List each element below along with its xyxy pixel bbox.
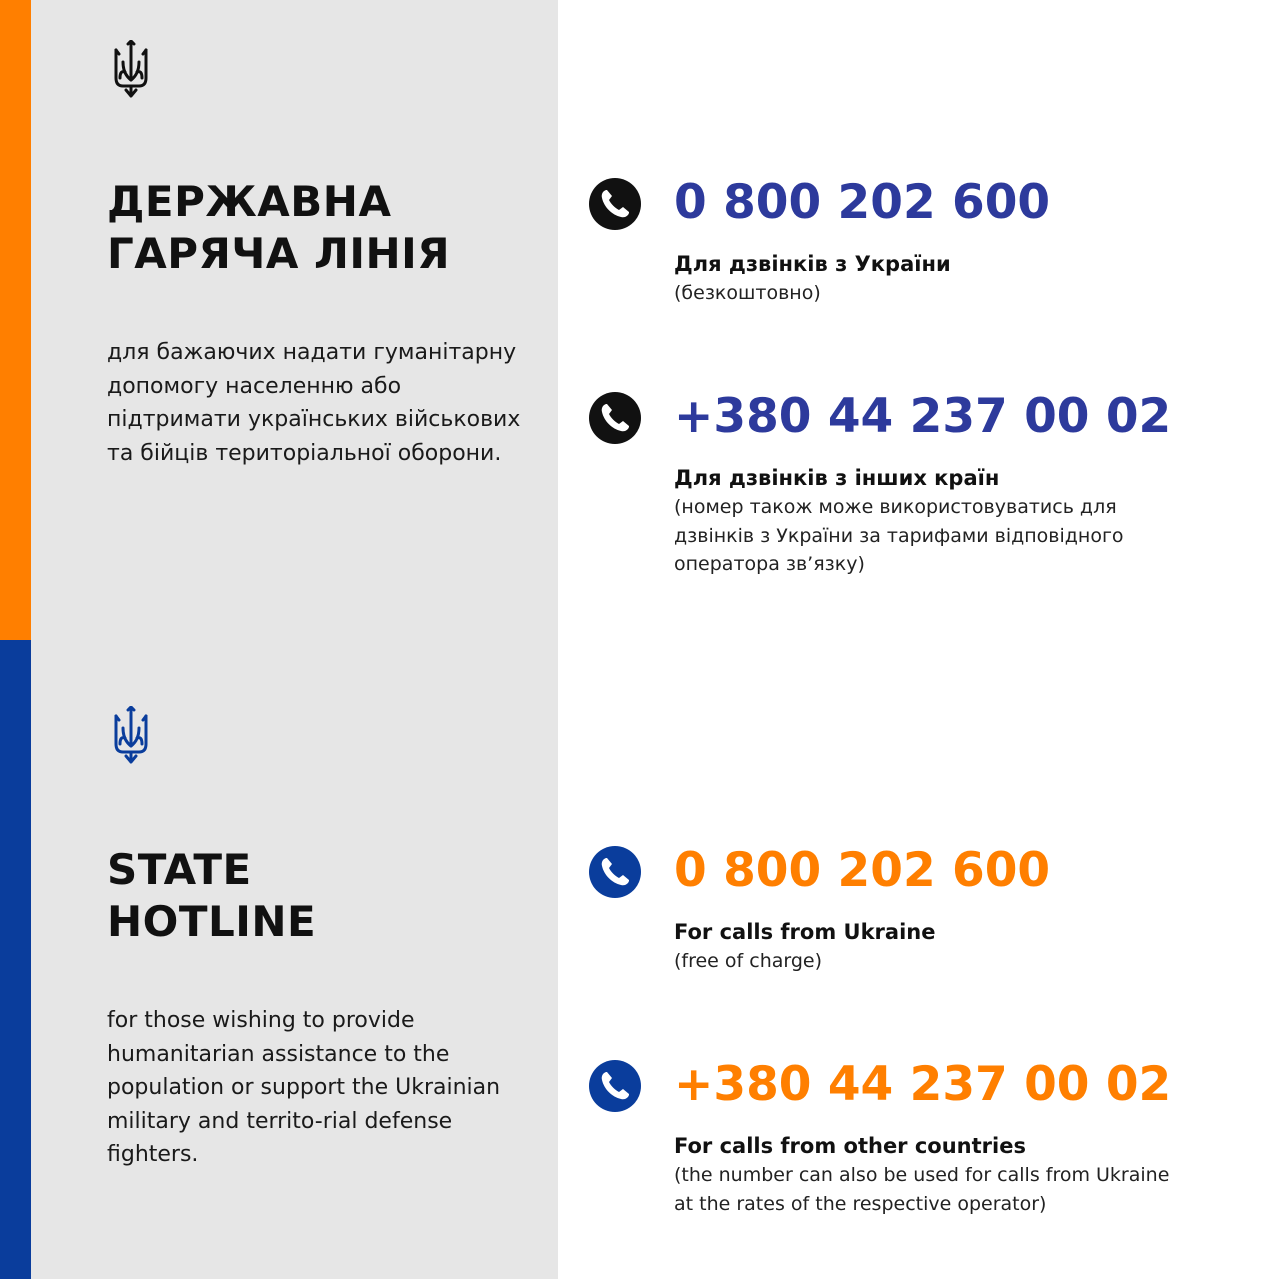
en-international-note: (the number can also be used for calls from Ukraine at the rates of the respective operator) — [674, 1164, 1170, 1215]
en-hotline-caption: For calls from Ukraine — [674, 920, 936, 944]
trident-icon — [113, 40, 149, 98]
ua-title-line1: ДЕРЖАВНА — [107, 177, 392, 226]
ua-title-line2: ГАРЯЧА ЛІНІЯ — [107, 229, 451, 278]
ua-hotline-note: (безкоштовно) — [674, 282, 821, 304]
en-international-caption: For calls from other countries — [674, 1134, 1026, 1158]
en-hotline-number[interactable]: 0 800 202 600 — [674, 843, 1051, 898]
ua-title — [107, 176, 450, 280]
blue-stripe — [0, 640, 31, 1279]
ua-hotline-number[interactable]: 0 800 202 600 — [674, 175, 1051, 230]
orange-stripe — [0, 0, 31, 640]
ua-international-caption: Для дзвінків з інших країн — [674, 466, 1000, 490]
en-international-number[interactable]: +380 44 237 00 02 — [674, 1057, 1172, 1112]
trident-icon — [113, 706, 149, 764]
phone-icon — [589, 1060, 641, 1112]
ua-hotline-caption: Для дзвінків з України — [674, 252, 951, 276]
phone-icon — [589, 846, 641, 898]
ua-description: для бажаючих надати гуманітарну допомогу населенню або підтримати українських військових та бійців територіальної оборони. — [107, 340, 521, 466]
ua-international-note: (номер також може використовуватись для дзвінків з України за тарифами відповідного оператора зв’язку) — [674, 496, 1124, 575]
en-title-line2: HOTLINE — [107, 897, 317, 946]
phone-icon — [589, 178, 641, 230]
ua-international-number[interactable]: +380 44 237 00 02 — [674, 389, 1172, 444]
en-description: for those wishing to provide humanitarian assistance to the population or support the Ukrainian military and territo-rial defense fighters. — [107, 1008, 501, 1167]
phone-icon — [589, 392, 641, 444]
en-title-line1: STATE — [107, 845, 252, 894]
en-hotline-note: (free of charge) — [674, 950, 823, 972]
en-title — [107, 844, 316, 948]
